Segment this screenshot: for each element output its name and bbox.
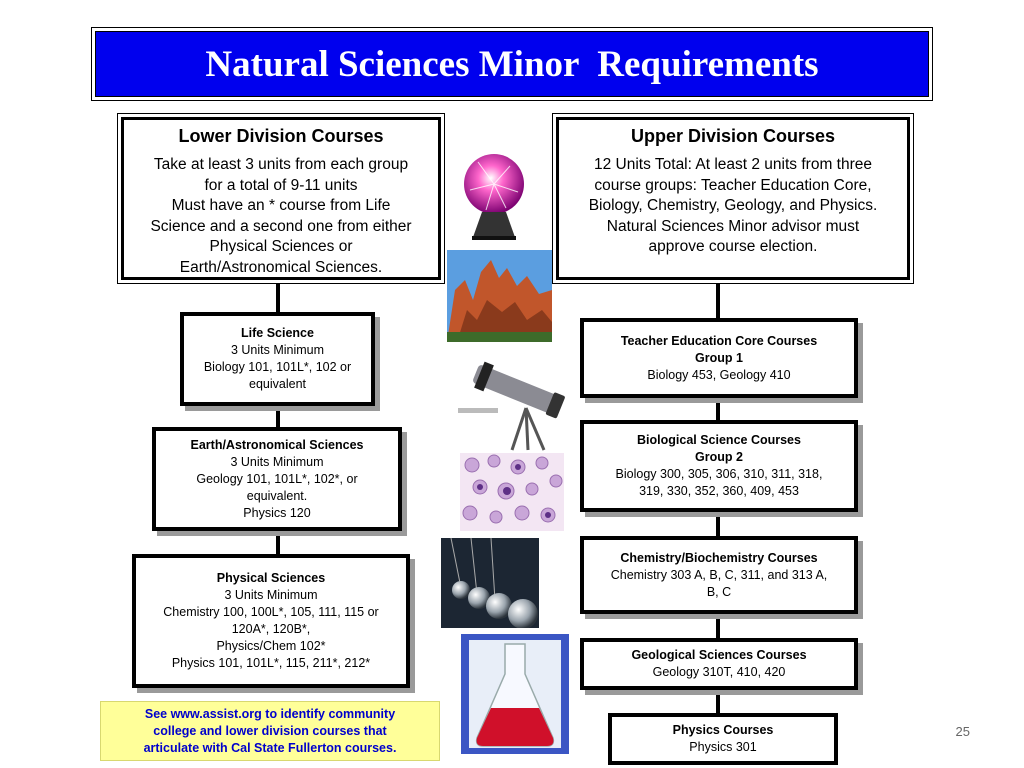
earth-astronomical-box <box>152 427 402 531</box>
box-line: Geology 310T, 410, 420 <box>652 665 786 679</box>
chemistry-box <box>580 536 858 614</box>
physical-sciences-title: Physical Sciences <box>216 571 326 585</box>
group-label: Group 2 <box>695 450 743 464</box>
physics-courses-title: Physics Courses <box>672 723 774 737</box>
upper-line: 12 Units Total: At least 2 units from three <box>594 156 872 173</box>
rock-formation-image <box>447 250 552 342</box>
flask-image <box>461 634 569 754</box>
upper-line: Natural Sciences Minor advisor must <box>606 217 860 235</box>
box-line: 3 Units Minimum <box>224 588 318 602</box>
box-line: Chemistry 303 A, B, C, 311, and 313 A, <box>610 567 828 582</box>
note-line: articulate with Cal State Fullerton courses. <box>143 740 397 755</box>
note-line: See www.assist.org to identify community <box>144 706 396 721</box>
biological-science-title: Biological Science Courses <box>637 433 801 447</box>
box-line: equivalent. <box>246 488 308 503</box>
lower-line: Physical Sciences or <box>209 238 353 255</box>
teacher-education-box <box>580 318 858 398</box>
telescope-image <box>452 350 572 452</box>
page-title: Natural Sciences Minor Requirements <box>205 43 819 85</box>
box-line: 3 Units Minimum <box>230 343 325 357</box>
lower-line: Must have an * course from Life <box>171 197 391 214</box>
connector-line <box>276 529 280 556</box>
geological-sciences-title: Geological Sciences Courses <box>631 648 807 662</box>
upper-line: Biology, Chemistry, Geology, and Physics. <box>588 197 878 214</box>
lower-line: Science and a second one from either <box>150 217 412 235</box>
plasma-ball-image <box>458 150 530 242</box>
box-line: 120A*, 120B*, <box>231 622 311 636</box>
lower-division-title: Lower Division Courses <box>178 126 384 146</box>
box-line: Physics/Chem 102* <box>216 639 326 653</box>
upper-division-title: Upper Division Courses <box>630 126 836 146</box>
box-line: Physics 101, 101L*, 115, 211*, 212* <box>171 656 371 670</box>
page-number: 25 <box>955 724 970 739</box>
connector-line <box>716 612 720 640</box>
assist-note <box>100 701 440 761</box>
box-line: 319, 330, 352, 360, 409, 453 <box>639 484 799 498</box>
box-line: equivalent <box>249 377 306 391</box>
connector-line <box>716 396 720 422</box>
box-line: Geology 101, 101L*, 102*, or <box>196 471 358 486</box>
box-line: Physics 120 <box>243 505 311 520</box>
connector-line <box>716 510 720 538</box>
chemistry-title: Chemistry/Biochemistry Courses <box>620 550 818 565</box>
box-line: Chemistry 100, 100L*, 105, 111, 115 or <box>163 605 379 619</box>
connector-line <box>716 688 720 715</box>
box-line: Biology 101, 101L*, 102 or <box>203 360 352 374</box>
connector-line <box>276 284 280 314</box>
blood-cells-image <box>460 453 564 531</box>
title-banner <box>91 27 933 101</box>
box-line: Biology 300, 305, 306, 310, 311, 318, <box>615 467 823 481</box>
teacher-education-title: Teacher Education Core Courses <box>620 333 818 348</box>
biological-science-box <box>580 420 858 512</box>
physical-sciences-box <box>132 554 410 688</box>
life-science-title: Life Science <box>241 326 314 340</box>
connector-line <box>716 284 720 320</box>
upper-line: course groups: Teacher Education Core, <box>594 176 872 194</box>
group-label: Group 1 <box>695 350 743 365</box>
life-science-box <box>180 312 375 406</box>
lower-line: for a total of 9-11 units <box>204 176 358 194</box>
note-line: college and lower division courses that <box>153 723 387 738</box>
box-line: Biology 453, Geology 410 <box>647 367 791 382</box>
lower-division-box <box>117 113 445 284</box>
upper-line: approve course election. <box>648 238 818 255</box>
box-line: Physics 301 <box>689 740 757 754</box>
box-line: 3 Units Minimum <box>230 454 324 469</box>
earth-astronomical-title: Earth/Astronomical Sciences <box>190 437 364 452</box>
lower-line: Take at least 3 units from each group <box>153 156 409 173</box>
lower-line: Earth/Astronomical Sciences. <box>179 258 383 276</box>
physics-courses-box <box>608 713 838 765</box>
newtons-cradle-image <box>441 538 539 628</box>
box-line: B, C <box>706 584 732 599</box>
geological-sciences-box <box>580 638 858 690</box>
upper-division-box <box>552 113 914 284</box>
